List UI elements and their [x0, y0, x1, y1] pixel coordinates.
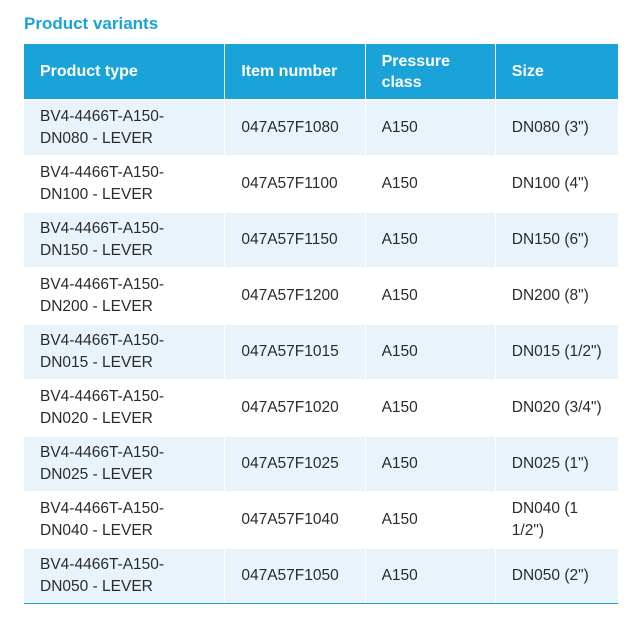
- header-item-number: Item number: [225, 44, 365, 99]
- table-row: [24, 435, 618, 491]
- table-row: [24, 323, 618, 379]
- table-row: [24, 155, 618, 211]
- table-row: [24, 379, 618, 435]
- cell-size: DN050 (2"): [496, 547, 618, 603]
- cell-pressure-class: A150: [366, 267, 496, 323]
- cell-pressure-class: A150: [366, 155, 496, 211]
- cell-item-number: 047A57F1200: [225, 267, 365, 323]
- cell-product-type: BV4-4466T-A150-DN200 - LEVER: [24, 267, 225, 323]
- cell-pressure-class: A150: [366, 547, 496, 603]
- cell-product-type: BV4-4466T-A150-DN100 - LEVER: [24, 155, 225, 211]
- cell-product-type: BV4-4466T-A150-DN040 - LEVER: [24, 491, 225, 547]
- cell-item-number: 047A57F1080: [225, 99, 365, 155]
- cell-product-type: BV4-4466T-A150-DN050 - LEVER: [24, 547, 225, 603]
- cell-product-type: BV4-4466T-A150-DN015 - LEVER: [24, 323, 225, 379]
- section-title: Product variants: [24, 14, 159, 33]
- header-product-type: Product type: [24, 44, 225, 99]
- cell-pressure-class: A150: [366, 99, 496, 155]
- cell-item-number: 047A57F1025: [225, 435, 365, 491]
- cell-pressure-class: A150: [366, 435, 496, 491]
- table-header-row: [24, 44, 618, 99]
- cell-product-type: BV4-4466T-A150-DN150 - LEVER: [24, 211, 225, 267]
- cell-pressure-class: A150: [366, 323, 496, 379]
- cell-pressure-class: A150: [366, 211, 496, 267]
- product-variants-table: [24, 44, 618, 604]
- cell-item-number: 047A57F1050: [225, 547, 365, 603]
- cell-item-number: 047A57F1100: [225, 155, 365, 211]
- table-row: [24, 267, 618, 323]
- cell-size: DN200 (8"): [496, 267, 618, 323]
- cell-size: DN100 (4"): [496, 155, 618, 211]
- header-size: Size: [496, 44, 618, 99]
- cell-pressure-class: A150: [366, 491, 496, 547]
- cell-size: DN025 (1"): [496, 435, 618, 491]
- cell-size: DN080 (3"): [496, 99, 618, 155]
- cell-product-type: BV4-4466T-A150-DN080 - LEVER: [24, 99, 225, 155]
- table-row: [24, 491, 618, 547]
- cell-pressure-class: A150: [366, 379, 496, 435]
- table-row: [24, 211, 618, 267]
- cell-product-type: BV4-4466T-A150-DN025 - LEVER: [24, 435, 225, 491]
- cell-item-number: 047A57F1020: [225, 379, 365, 435]
- cell-size: DN015 (1/2"): [496, 323, 618, 379]
- cell-item-number: 047A57F1150: [225, 211, 365, 267]
- cell-size: DN040 (1 1/2"): [496, 491, 618, 547]
- cell-size: DN150 (6"): [496, 211, 618, 267]
- table-row: [24, 99, 618, 155]
- header-pressure-class: Pressure class: [366, 44, 496, 99]
- cell-item-number: 047A57F1015: [225, 323, 365, 379]
- cell-size: DN020 (3/4"): [496, 379, 618, 435]
- table-row: [24, 547, 618, 603]
- cell-item-number: 047A57F1040: [225, 491, 365, 547]
- cell-product-type: BV4-4466T-A150-DN020 - LEVER: [24, 379, 225, 435]
